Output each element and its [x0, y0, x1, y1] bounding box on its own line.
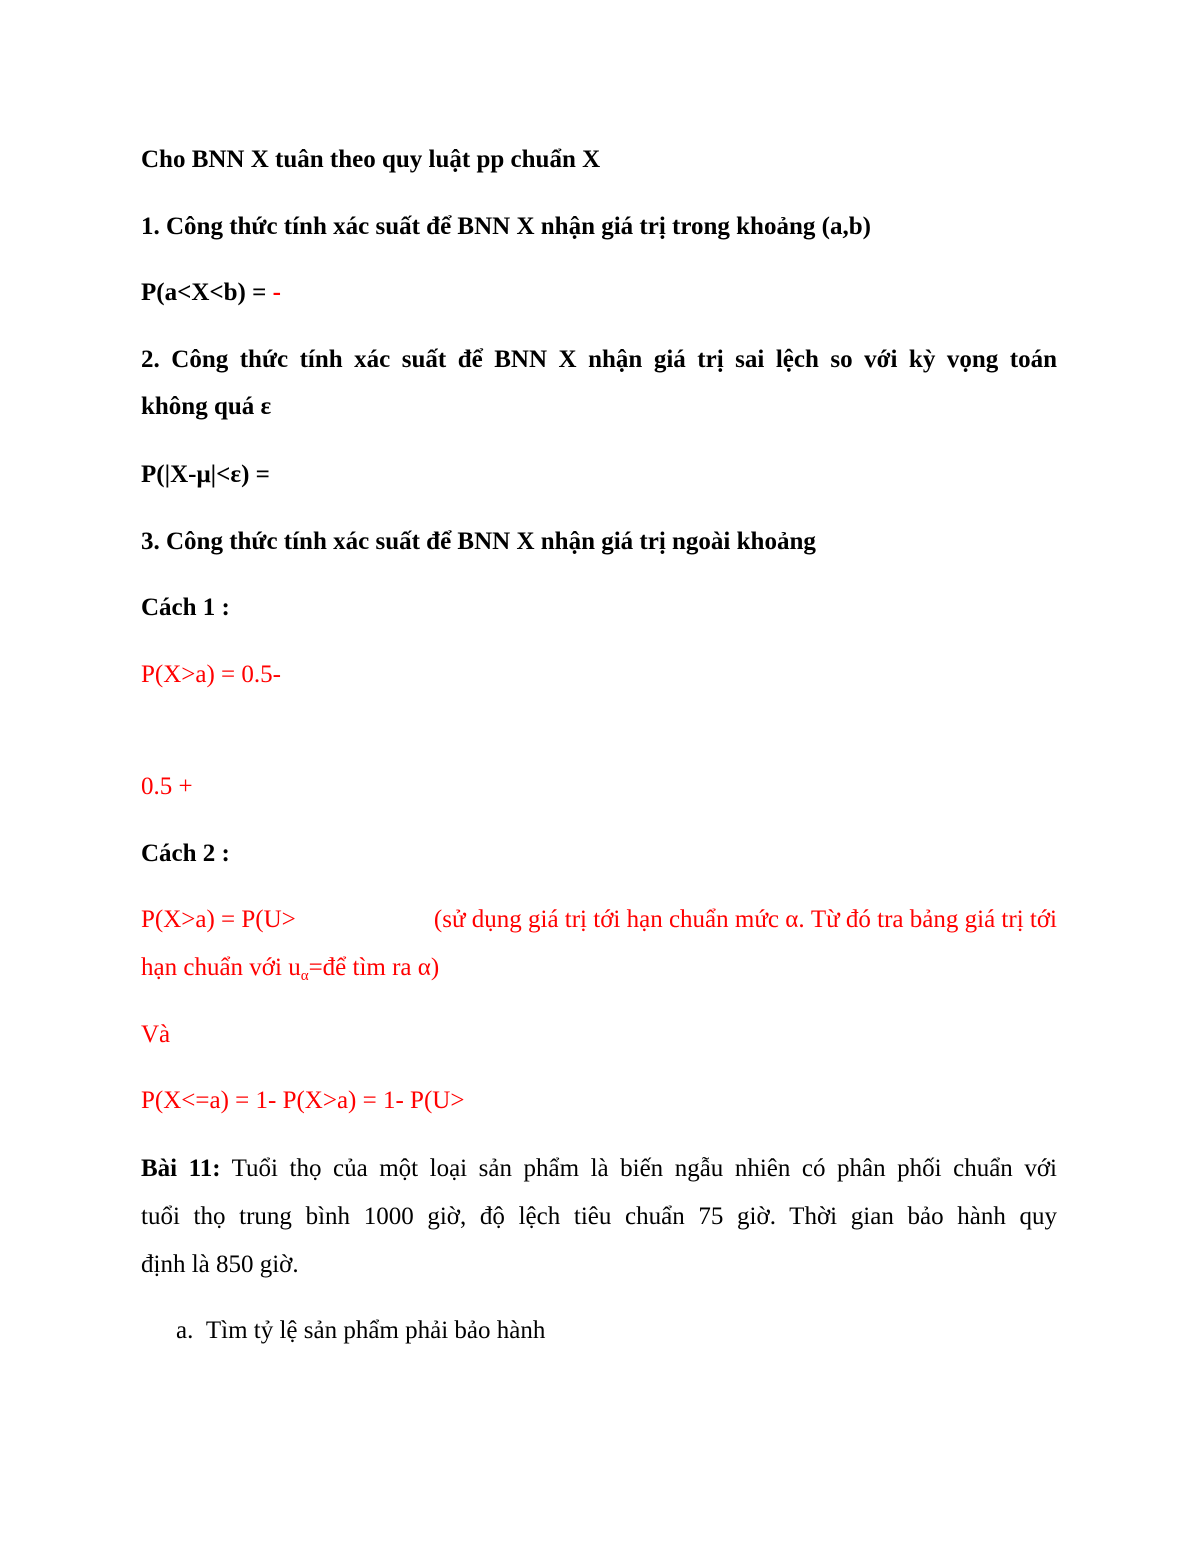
formula-text: P(a<X<b) =	[141, 279, 273, 306]
alpha-subscript: α	[300, 968, 309, 984]
exercise-11-line2: tuổi thọ trung bình 1000 giờ, độ lệch tiêu chuẩn 75 giờ. Thời gian bảo hành quy	[141, 1203, 1057, 1230]
question-2-heading-line2: không quá ε	[141, 393, 272, 420]
complement-formula: P(X<=a) = 1- P(X>a) = 1- P(U>	[141, 1087, 465, 1114]
list-item-text: Tìm tỷ lệ sản phẩm phải bảo hành	[205, 1317, 546, 1344]
method-2-line-2	[141, 952, 439, 992]
exercise-11-label: Bài 11:	[141, 1155, 221, 1182]
method-1-formula-2: 0.5 +	[141, 773, 193, 800]
question-3-heading: 3. Công thức tính xác suất để BNN X nhận giá trị ngoài khoảng	[141, 528, 816, 555]
intro-line: Cho BNN X tuân theo quy luật pp chuẩn X	[141, 146, 601, 173]
exercise-11-line3: định là 850 giờ.	[141, 1251, 299, 1278]
method-2-line-2-text: hạn chuẩn với u	[141, 954, 301, 981]
question-1-formula	[141, 277, 281, 309]
method-1-formula-1: P(X>a) = 0.5-	[141, 661, 281, 688]
list-item-marker: a.	[176, 1317, 194, 1344]
method-1-label: Cách 1 :	[141, 594, 230, 621]
method-2-label: Cách 2 :	[141, 840, 230, 867]
method-2-formula: P(X>a) = P(U>	[141, 906, 296, 933]
method-2-note: (sử dụng giá trị tới hạn chuẩn mức α. Từ đó tra bảng giá trị tới	[433, 906, 1057, 933]
list-item-a	[176, 1315, 545, 1347]
method-2-line-1	[141, 904, 1057, 936]
question-1-heading: 1. Công thức tính xác suất để BNN X nhận giá trị trong khoảng (a,b)	[141, 213, 871, 240]
and-word: Và	[141, 1021, 171, 1048]
exercise-11-line1	[141, 1153, 1057, 1185]
question-2-heading-line1: 2. Công thức tính xác suất để BNN X nhận giá trị sai lệch so với kỳ vọng toán	[141, 346, 1057, 373]
formula-red-part: -	[272, 279, 281, 306]
method-2-line-2-end: =để tìm ra α)	[308, 954, 440, 981]
question-2-formula: P(|X-μ|<ε) =	[141, 461, 270, 488]
exercise-11-line1-text: Tuổi thọ của một loại sản phẩm là biến ngẫu nhiên có phân phối chuẩn với	[220, 1155, 1057, 1182]
